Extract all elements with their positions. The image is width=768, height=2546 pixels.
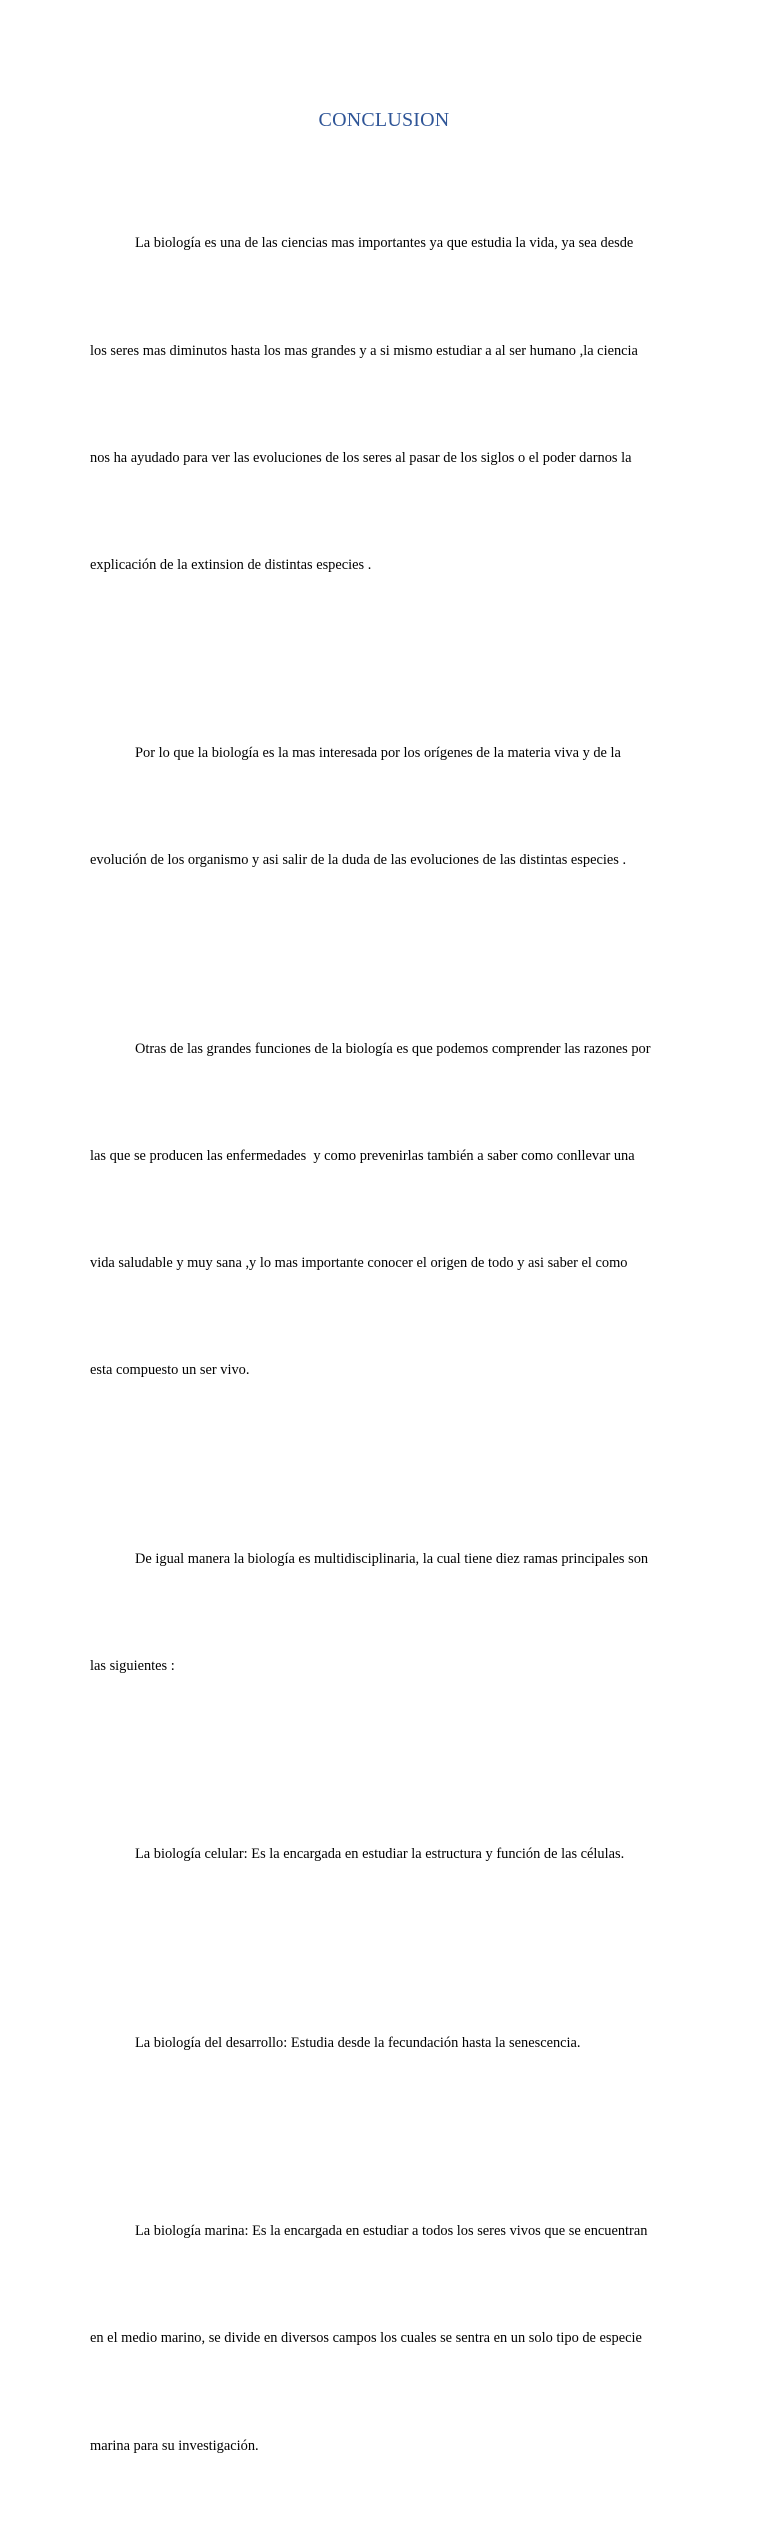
paragraph-line: los seres mas diminutos hasta los mas grandes y a si mismo estudiar a al ser humano ,la ciencia <box>90 342 638 359</box>
paragraph-functions <box>90 960 682 1460</box>
paragraph-line: evolución de los organismo y asi salir de la duda de las evoluciones de las distintas especies . <box>90 852 627 869</box>
paragraph-line: las siguientes : <box>90 1657 175 1674</box>
paragraph-line: nos ha ayudado para ver las evoluciones de los seres al pasar de los siglos o el poder darnos la <box>90 449 632 466</box>
paragraph-marine-biology <box>90 2143 682 2536</box>
paragraph-line: La biología es una de las ciencias mas importantes ya que estudia la vida, ya sea desde <box>135 235 634 252</box>
paragraph-line: vida saludable y muy sana ,y lo mas importante conocer el origen de todo y asi saber el como <box>90 1255 628 1272</box>
paragraph-line: Por lo que la biología es la mas interesada por los orígenes de la materia viva y de la <box>135 745 621 762</box>
paragraph-line: Otras de las grandes funciones de la biología es que podemos comprender las razones por <box>135 1040 651 1057</box>
paragraph-line: La biología marina: Es la encargada en estudiar a todos los seres vivos que se encuentran <box>135 2223 648 2240</box>
document-title: CONCLUSION <box>318 109 450 131</box>
paragraph-line: las que se producen las enfermedades y como prevenirlas también a saber como conllevar una <box>90 1147 635 1164</box>
paragraph-developmental-biology <box>90 1954 682 2133</box>
paragraph-cell-biology <box>90 1766 682 1945</box>
document-body <box>90 155 682 2546</box>
paragraph-intro <box>90 155 682 655</box>
paragraph-origins <box>90 665 682 951</box>
paragraph-line: en el medio marino, se divide en diversos campos los cuales se sentra en un solo tipo de especie <box>90 2330 642 2347</box>
paragraph-line: De igual manera la biología es multidisciplinaria, la cual tiene diez ramas principales son <box>135 1550 649 1567</box>
paragraph-line: La biología del desarrollo: Estudia desde la fecundación hasta la senescencia. <box>135 2034 581 2051</box>
paragraph-line: esta compuesto un ser vivo. <box>90 1362 250 1379</box>
paragraph-line: explicación de la extinsion de distintas especies . <box>90 556 372 573</box>
paragraph-line: La biología celular: Es la encargada en estudiar la estructura y función de las células. <box>135 1846 625 1863</box>
paragraph-multidisciplinary <box>90 1470 682 1756</box>
paragraph-line: marina para su investigación. <box>90 2437 259 2454</box>
